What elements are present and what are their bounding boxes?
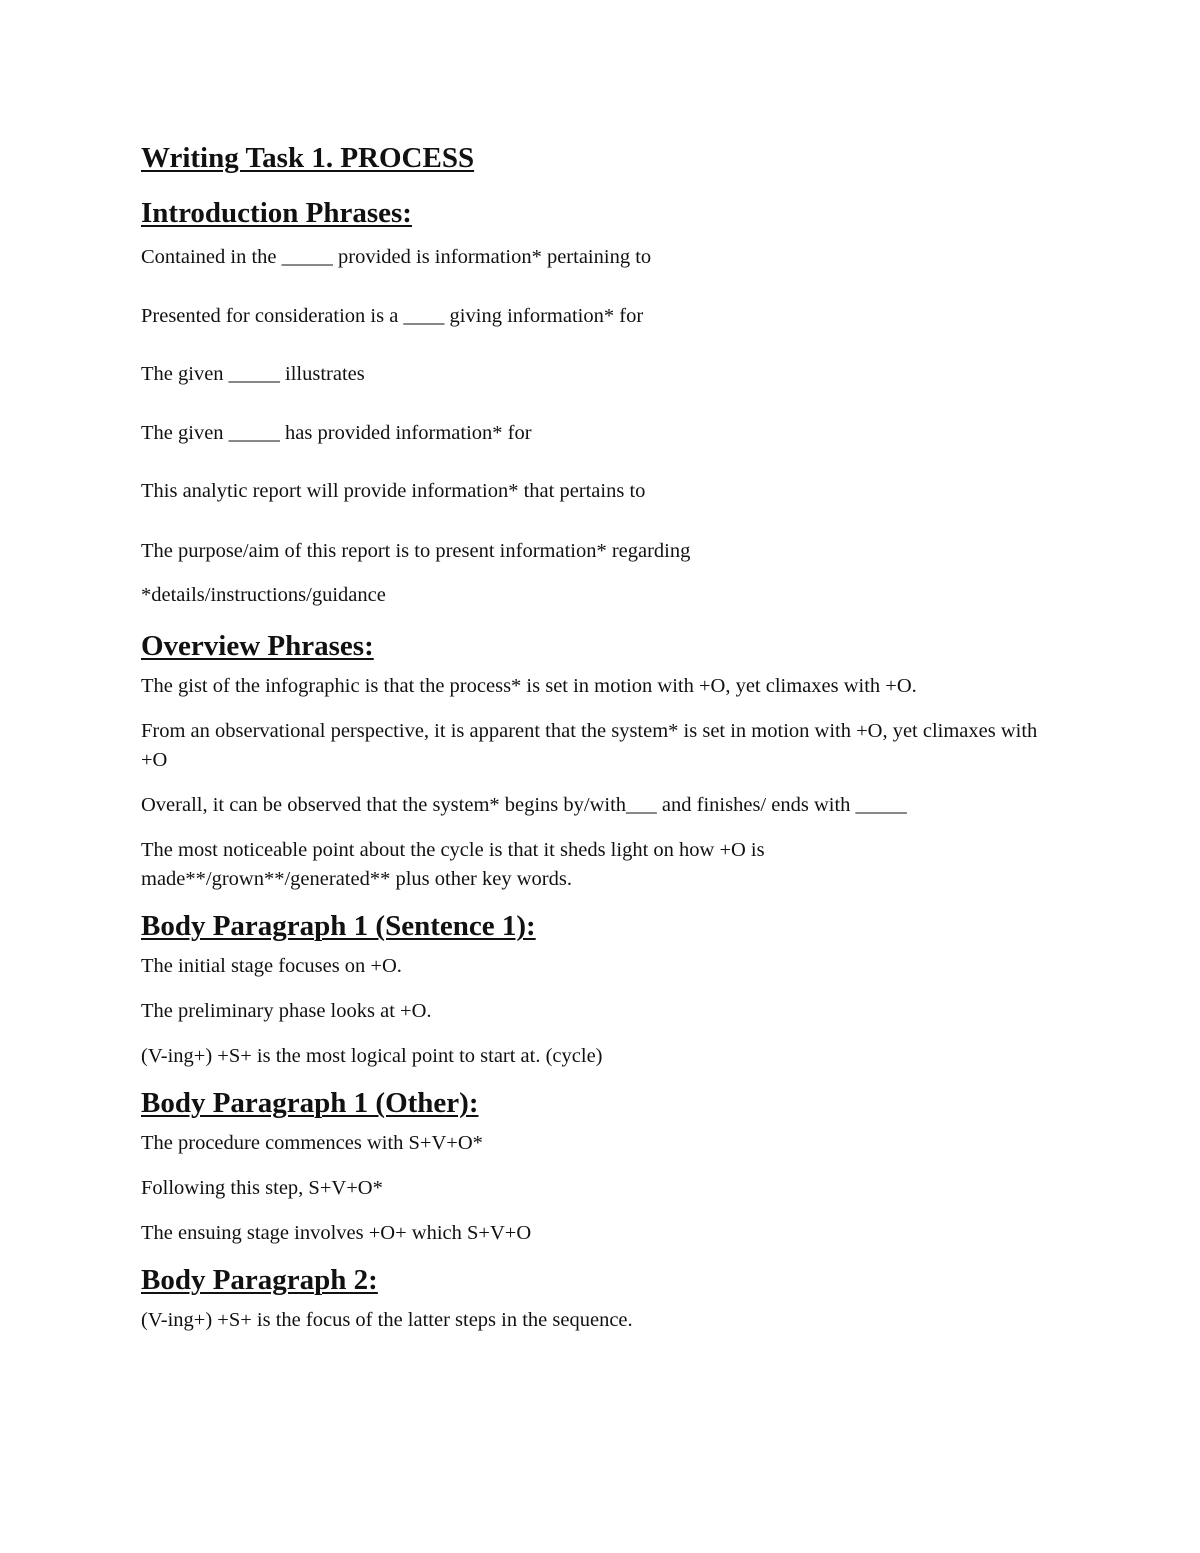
section-heading: Introduction Phrases: [141,197,412,229]
section-heading: Body Paragraph 1 (Sentence 1): [141,910,536,942]
phrase-line: (V-ing+) +S+ is the most logical point to start at. (cycle) [141,1045,603,1067]
phrase-line: Contained in the _____ provided is information* pertaining to [141,246,652,268]
section-heading: Body Paragraph 1 (Other): [141,1087,479,1119]
phrase-line: The ensuing stage involves +O+ which S+V+O [141,1222,532,1244]
document-title: Writing Task 1. PROCESS [141,142,475,174]
footnote-line: *details/instructions/guidance [141,584,386,606]
section-body-paragraph-1-other [141,1083,1061,1248]
phrase-line: The initial stage focuses on +O. [141,955,402,977]
phrase-line: Overall, it can be observed that the system* begins by/with___ and finishes/ ends with _____ [141,794,907,816]
section-body-paragraph-1-sentence-1 [141,906,1061,1071]
phrase-line: The given _____ has provided information* for [141,421,532,444]
section-overview-phrases [141,626,1061,894]
phrase-line: Presented for consideration is a ____ giving information* for [141,304,644,327]
phrase-line: The given _____ illustrates [141,363,365,385]
phrase-line: (V-ing+) +S+ is the focus of the latter steps in the sequence. [141,1309,633,1331]
phrase-line: The purpose/aim of this report is to present information* regarding [141,540,691,562]
phrase-line: The preliminary phase looks at +O. [141,1000,432,1022]
phrase-line: From an observational perspective, it is apparent that the system* is set in motion with +O, yet climaxes with +O [141,720,1038,771]
phrase-line: The gist of the infographic is that the process* is set in motion with +O, yet climaxes with +O. [141,675,917,697]
section-body-paragraph-2 [141,1260,1061,1335]
document-page [141,138,1061,1351]
phrase-line: The procedure commences with S+V+O* [141,1132,483,1154]
section-heading: Body Paragraph 2: [141,1264,378,1296]
phrase-line: This analytic report will provide information* that pertains to [141,480,646,502]
phrase-line: Following this step, S+V+O* [141,1177,383,1199]
section-introduction-phrases [141,193,1061,610]
phrase-line: The most noticeable point about the cycle is that it sheds light on how +O is made**/grown**/generated** plus other key words. [141,839,765,890]
section-heading: Overview Phrases: [141,630,374,662]
